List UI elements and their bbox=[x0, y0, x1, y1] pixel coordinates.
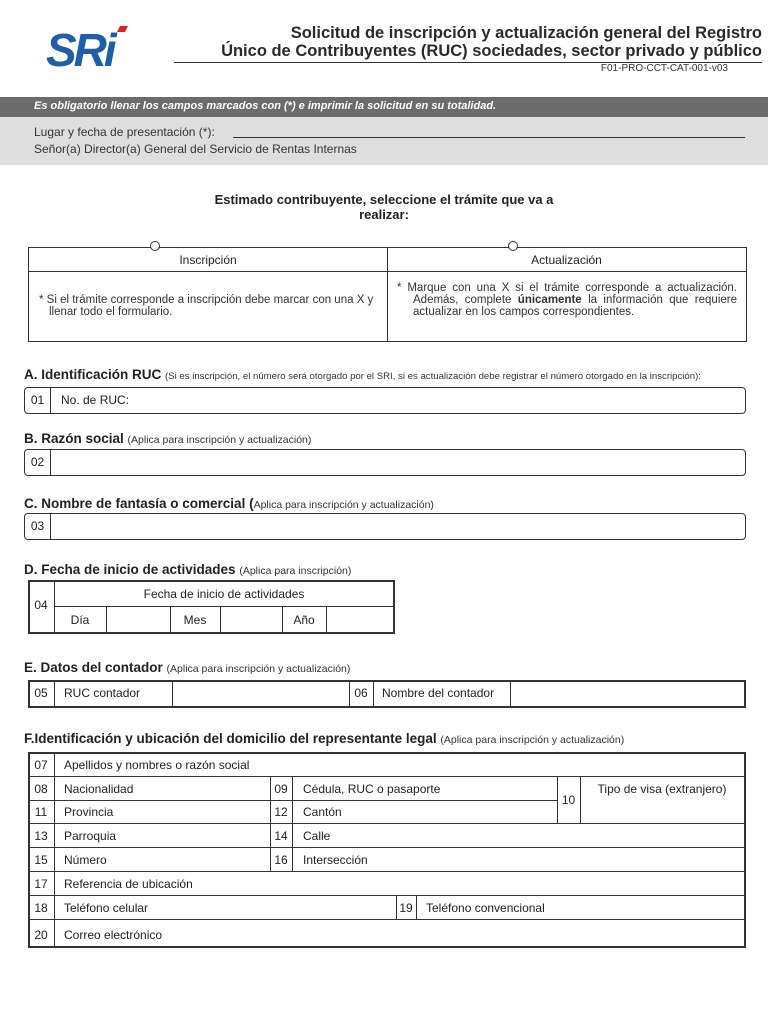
field-num-06: 06 bbox=[354, 686, 368, 700]
field-num-04: 04 bbox=[34, 598, 48, 612]
numero-label: Número bbox=[64, 853, 107, 867]
section-b-heading bbox=[24, 431, 311, 446]
lugar-input-line[interactable] bbox=[233, 137, 745, 138]
notice-text: Es obligatorio llenar los campos marcados con (*) e imprimir la solicitud en su totalidad. bbox=[34, 100, 497, 112]
ruc-field[interactable] bbox=[24, 387, 746, 414]
field-num-07: 07 bbox=[34, 758, 48, 772]
field-num-18: 18 bbox=[34, 901, 48, 915]
form-code: F01-PRO-CCT-CAT-001-v03 bbox=[600, 63, 728, 74]
mes-label: Mes bbox=[183, 613, 207, 627]
correo-label: Correo electrónico bbox=[64, 928, 163, 942]
field-num-16: 16 bbox=[274, 853, 288, 867]
lugar-label: Lugar y fecha de presentación (*): bbox=[34, 125, 215, 139]
rep-row-line-2 bbox=[29, 800, 557, 801]
interseccion-label: Intersección bbox=[303, 853, 368, 867]
section-d-note: (Aplica para inscripción) bbox=[239, 565, 352, 577]
nacionalidad-label: Nacionalidad bbox=[64, 782, 134, 796]
actualizacion-text-b: la información que requiere actualizar en los campos correspondientes. bbox=[413, 294, 737, 318]
section-f-heading bbox=[24, 731, 624, 746]
field-num-10: 10 bbox=[561, 793, 576, 807]
section-a-heading bbox=[24, 367, 764, 382]
ruc-label: No. de RUC: bbox=[61, 393, 130, 407]
tipo-visa-label: Tipo de visa (extranjero) bbox=[597, 782, 727, 796]
ruc-contador-input[interactable] bbox=[173, 681, 348, 707]
dia-label: Día bbox=[70, 613, 90, 627]
field-num-19: 19 bbox=[399, 901, 413, 915]
section-e-heading bbox=[24, 660, 350, 675]
apellidos-label: Apellidos y nombres o razón social bbox=[64, 758, 250, 772]
tramite-divider bbox=[387, 248, 388, 341]
field-num-12: 12 bbox=[274, 805, 288, 819]
nombre-contador-input[interactable] bbox=[511, 681, 744, 707]
razon-social-field[interactable] bbox=[24, 449, 746, 476]
apellidos-input[interactable] bbox=[280, 753, 744, 776]
form-title-line2: Único de Contribuyentes (RUC) sociedades, sector privado y público bbox=[221, 42, 762, 60]
actualizacion-text bbox=[397, 282, 737, 318]
field-num-01: 01 bbox=[25, 388, 51, 413]
nombre-contador-label: Nombre del contador bbox=[382, 686, 495, 700]
sri-logo-text: SRi bbox=[46, 24, 114, 72]
sri-logo bbox=[44, 24, 134, 72]
section-c-note: Aplica para inscripción y actualización) bbox=[253, 499, 434, 511]
logo-accent-icon bbox=[117, 26, 128, 32]
actualizacion-text-bold: únicamente bbox=[517, 294, 582, 306]
field-num-03: 03 bbox=[25, 514, 51, 539]
inscripcion-radio[interactable] bbox=[150, 241, 160, 251]
section-a-note: (Si es inscripción, el número será otorgado por el SRI, si es actualización debe registrar el número otorgado en la inscripción): bbox=[165, 371, 701, 382]
calle-label: Calle bbox=[303, 829, 331, 843]
field-num-02: 02 bbox=[25, 450, 51, 475]
actualizacion-radio[interactable] bbox=[508, 241, 518, 251]
anio-label: Año bbox=[293, 613, 315, 627]
nombre-comercial-field[interactable] bbox=[24, 513, 746, 540]
referencia-label: Referencia de ubicación bbox=[64, 877, 193, 891]
section-a-title: A. Identificación RUC bbox=[24, 367, 162, 382]
form-title-line1: Solicitud de inscripción y actualización general del Registro bbox=[290, 24, 762, 42]
field-num-08: 08 bbox=[34, 782, 48, 796]
telefono-convencional-label: Teléfono convencional bbox=[426, 901, 545, 915]
contador-divider-1 bbox=[54, 681, 55, 707]
actualizacion-text-a: * Marque con una X si el trámite corresponde a actualización. Además, complete bbox=[397, 282, 737, 306]
form-title bbox=[150, 24, 762, 60]
section-f-title: F.Identificación y ubicación del domicilio del representante legal bbox=[24, 731, 437, 746]
cedula-label: Cédula, RUC o pasaporte bbox=[303, 782, 441, 796]
mes-input[interactable] bbox=[221, 607, 281, 633]
field-num-05: 05 bbox=[34, 686, 48, 700]
field-num-13: 13 bbox=[34, 829, 48, 843]
section-c-title: C. Nombre de fantasía o comercial ( bbox=[24, 496, 254, 511]
field-num-09: 09 bbox=[274, 782, 288, 796]
rep-row-line-5 bbox=[29, 871, 745, 872]
dia-input[interactable] bbox=[107, 607, 170, 633]
telefono-celular-label: Teléfono celular bbox=[64, 901, 149, 915]
rep-num-col-divider bbox=[54, 753, 55, 947]
section-b-title: B. Razón social bbox=[24, 431, 124, 446]
field-num-15: 15 bbox=[34, 853, 48, 867]
section-e-title: E. Datos del contador bbox=[24, 660, 163, 675]
rep-row-line-7 bbox=[29, 919, 745, 920]
canton-label: Cantón bbox=[303, 805, 342, 819]
rep-row-line-3 bbox=[29, 823, 745, 824]
senor-label: Señor(a) Director(a) General del Servicio de Rentas Internas bbox=[34, 142, 357, 156]
section-f-note: (Aplica para inscripción y actualización) bbox=[440, 734, 625, 746]
anio-input[interactable] bbox=[327, 607, 393, 633]
section-e-note: (Aplica para inscripción y actualización) bbox=[166, 663, 351, 675]
field-num-14: 14 bbox=[274, 829, 288, 843]
contador-divider-4 bbox=[373, 681, 374, 707]
rep-tel-divider-b bbox=[416, 896, 417, 919]
section-d-title: D. Fecha de inicio de actividades bbox=[24, 562, 236, 577]
field-num-20: 20 bbox=[34, 928, 48, 942]
rep-row-line-1 bbox=[29, 776, 745, 777]
tramite-table bbox=[28, 247, 747, 342]
section-b-note: (Aplica para inscripción y actualización) bbox=[127, 434, 312, 446]
notice-band bbox=[0, 97, 768, 117]
rep-row-line-4 bbox=[29, 847, 745, 848]
actualizacion-header: Actualización bbox=[387, 248, 746, 272]
inscripcion-header: Inscripción bbox=[29, 248, 387, 272]
rep-row-line-6 bbox=[29, 895, 745, 896]
parroquia-label: Parroquia bbox=[64, 829, 117, 843]
field-num-11: 11 bbox=[34, 805, 48, 819]
section-d-heading bbox=[24, 562, 351, 577]
fecha-inicio-header: Fecha de inicio de actividades bbox=[143, 587, 305, 601]
provincia-label: Provincia bbox=[64, 805, 114, 819]
section-c-heading bbox=[24, 496, 434, 511]
inscripcion-text: * Si el trámite corresponde a inscripción debe marcar con una X y llenar todo el formulario. bbox=[39, 294, 374, 318]
field-num-17: 17 bbox=[34, 877, 48, 891]
rep-mid-divider-b bbox=[292, 777, 293, 871]
ruc-contador-label: RUC contador bbox=[64, 686, 141, 700]
tramite-prompt: Estimado contribuyente, seleccione el trámite que va a realizar: bbox=[214, 192, 554, 222]
